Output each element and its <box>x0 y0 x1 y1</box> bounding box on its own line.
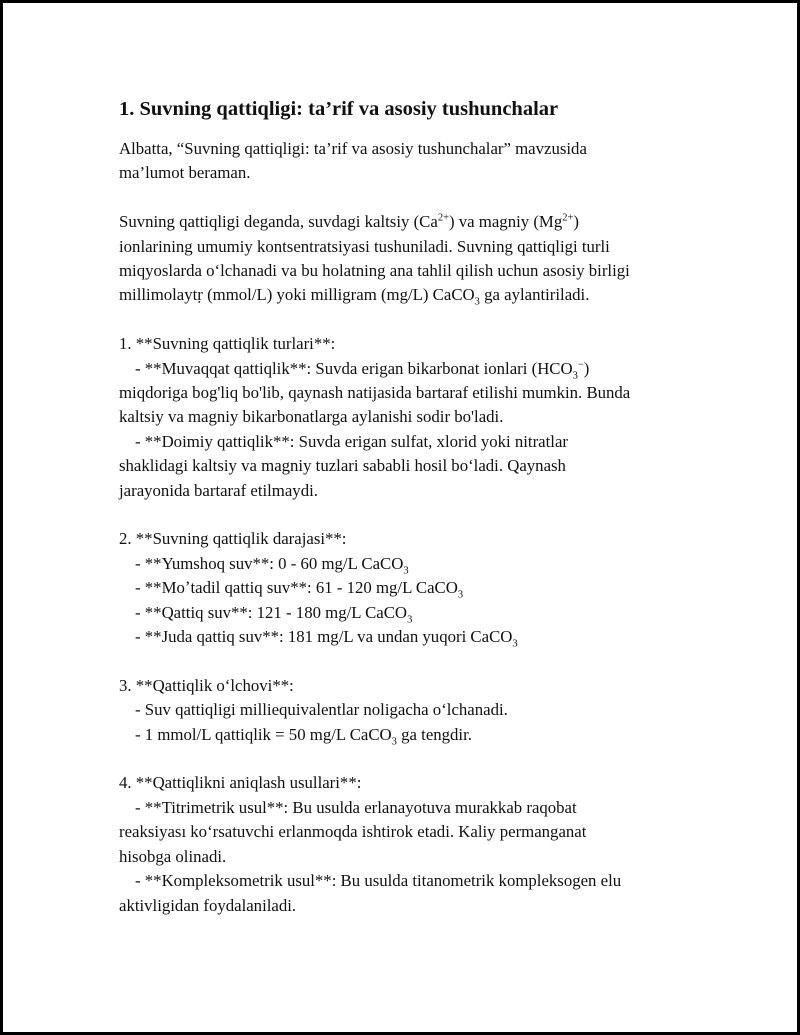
list-item: - **Moʼtadil qattiq suv**: 61 - 120 mg/L CaCO$_3$ <box>135 578 464 601</box>
paragraph-line: miqyoslarda oʻlchanadi va bu holatning ana tahlil qilish uchun asosiy birligi <box>119 261 630 281</box>
list-item-continuation: aktivligidan foydalaniladi. <box>119 895 297 915</box>
paragraph-line: ionlarining umumiy kontsentratsiyasi tushuniladi. Suvning qattiqligi turli <box>119 236 610 256</box>
list-item: - **Juda qattiq suv**: 181 mg/L va undan yuqori CaCO$_3$ <box>135 627 518 650</box>
list-item-continuation: miqdoriga bog'liq bo'lib, qaynash natijasida bartaraf etilishi mumkin. Bunda <box>119 383 631 403</box>
section-heading: 4. **Qattiqlikni aniqlash usullari**: <box>119 773 362 793</box>
list-item-continuation: hisobga olinadi. <box>119 846 227 866</box>
section-heading: 3. **Qattiqlik oʻlchovi**: <box>119 675 294 695</box>
paragraph-line: Suvning qattiqligi deganda, suvdagi kaltsiy $(Ca^{2+})$ va magniy $(Mg^{2+})$ <box>119 212 579 232</box>
list-item-continuation: kaltsiy va magniy bikarbonatlarga aylanishi sodir bo'ladi. <box>119 407 504 427</box>
list-item: - **Qattiq suv**: 121 - 180 mg/L CaCO$_3$ <box>135 602 413 626</box>
page-title: 1. Suvning qattiqligi: ta’rif va asosiy tushunchalar <box>119 98 559 120</box>
list-item: - **Titrimetrik usul**: Bu usulda erlanayotuva murakkab raqobat <box>135 797 577 817</box>
intro-line: ma’lumot beraman. <box>119 163 251 183</box>
list-item: - **Yumshoq suv**: 0 - 60 mg/L CaCO$_3$ <box>135 553 409 577</box>
section-heading: 1. **Suvning qattiqlik turlari**: <box>119 334 336 354</box>
list-item: - **Doimiy qattiqlik**: Suvda erigan sulfat, xlorid yoki nitratlar <box>135 431 568 451</box>
list-item: - 1 mmol/L qattiqlik = 50 mg/L CaCO$_3$ ga tengdir. <box>135 724 472 748</box>
list-item-continuation: jarayonida bartaraf etilmaydi. <box>119 480 318 500</box>
list-item: - Suv qattiqligi milliequivalentlar noligacha oʻlchanadi. <box>135 700 508 720</box>
list-item-continuation: reaksiyası koʻrsatuvchi erlanmoqda ishtirok etadi. Kaliy permanganat <box>119 822 587 842</box>
paragraph-line: millimolaytṛ (mmol/L) yoki milligram (mg/L) CaCO$_3$ ga aylantiriladi. <box>119 285 590 308</box>
list-item: - **Muvaqqat qattiqlik**: Suvda erigan bikarbonat ionlari $(HCO_3^-)$ <box>135 358 590 381</box>
section-heading: 2. **Suvning qattiqlik darajasi**: <box>119 529 347 549</box>
document-content <box>119 95 689 918</box>
list-item: - **Kompleksometrik usul**: Bu usulda titanometrik kompleksogen elu <box>135 871 622 891</box>
list-item-continuation: shaklidagi kaltsiy va magniy tuzlari sababli hosil boʻladi. Qaynash <box>119 456 566 476</box>
intro-line: Albatta, “Suvning qattiqligi: ta’rif va asosiy tushunchalar” mavzusida <box>119 139 587 158</box>
